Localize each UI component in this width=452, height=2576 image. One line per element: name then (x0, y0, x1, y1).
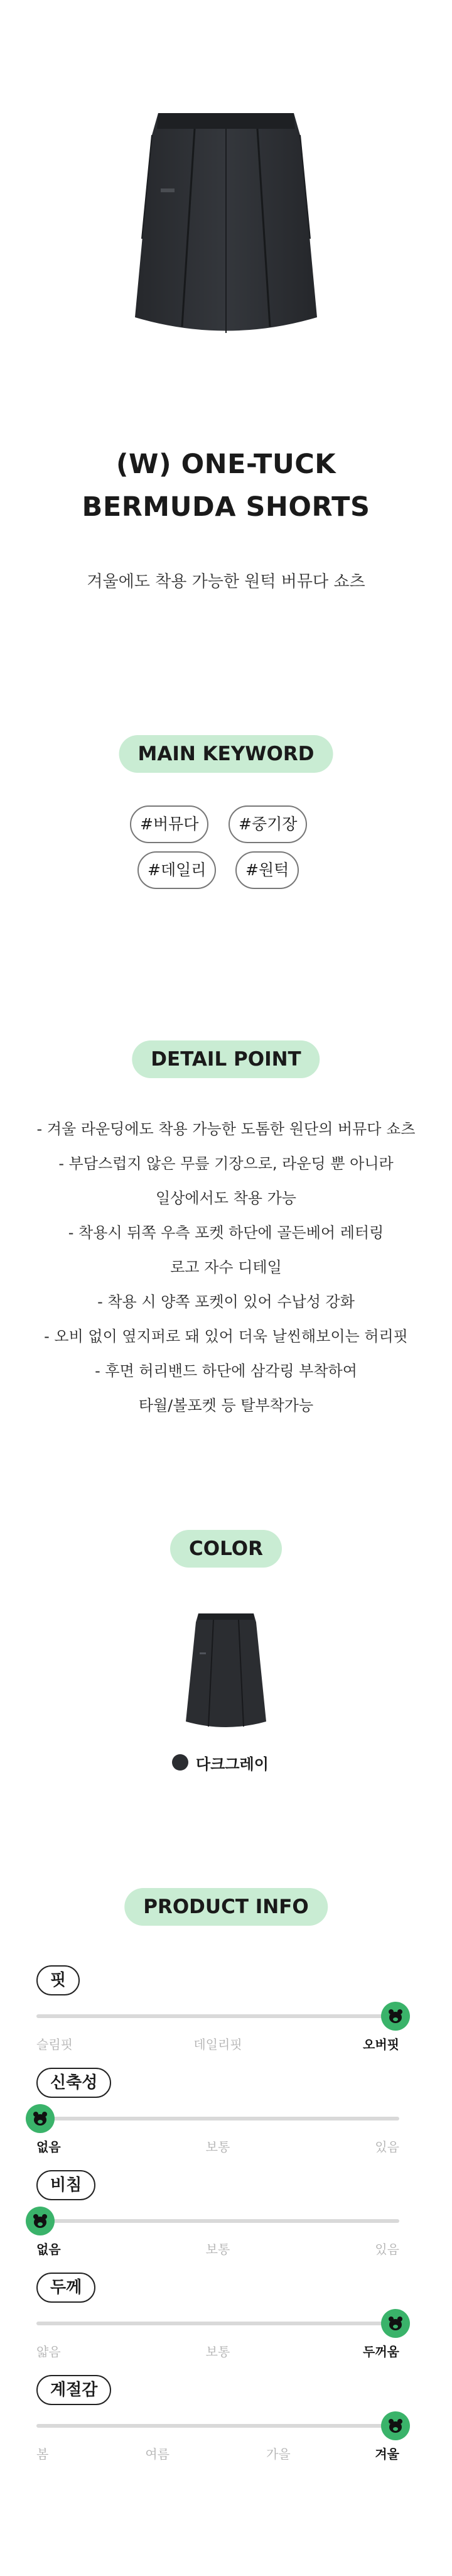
bear-icon (32, 2213, 48, 2229)
info-scale-label: 데일리핏 (193, 2037, 242, 2052)
color-option[interactable] (172, 1753, 269, 1772)
info-scale-label: 가을 (266, 2447, 291, 2462)
main-keyword-heading: MAIN KEYWORD (119, 735, 333, 773)
info-slider-knob (26, 2207, 55, 2235)
product-image (100, 0, 352, 352)
detail-point-heading: DETAIL POINT (132, 1040, 320, 1078)
info-label: 계절감 (36, 2375, 111, 2405)
info-label: 신축성 (36, 2068, 111, 2098)
info-scale-label: 있음 (375, 2242, 399, 2257)
keyword-tag: #중기장 (229, 805, 307, 843)
info-scale-label: 보통 (205, 2139, 230, 2154)
detail-text (0, 1112, 452, 1423)
info-slider-track (36, 2014, 399, 2018)
product-title (0, 443, 452, 528)
info-slider-track (36, 2219, 399, 2223)
product-title-line1: (W) ONE-TUCK (116, 449, 336, 480)
info-slider-knob (381, 2309, 410, 2338)
info-scale-label: 여름 (145, 2447, 170, 2462)
info-slider-knob (381, 2002, 410, 2031)
info-slider-knob (381, 2411, 410, 2440)
detail-line: - 오비 없이 옆지퍼로 돼 있어 더욱 날씬해보이는 허리핏 (44, 1328, 408, 1345)
detail-line: - 착용시 뒤쪽 우측 포켓 하단에 골든베어 레터링 (68, 1224, 384, 1242)
info-scale-label: 슬림핏 (36, 2037, 73, 2052)
detail-line: - 겨울 라운딩에도 착용 가능한 도톰한 원단의 버뮤다 쇼츠 (36, 1120, 416, 1138)
info-label: 핏 (36, 1965, 80, 1995)
info-slider-knob (26, 2104, 55, 2133)
keyword-tag: #원턱 (235, 851, 299, 889)
color-swatch-dot (172, 1754, 188, 1771)
info-label: 비침 (36, 2170, 95, 2200)
detail-line: 타월/볼포켓 등 탈부착가능 (138, 1397, 314, 1414)
info-scale-label: 보통 (205, 2242, 230, 2257)
info-scale-label: 있음 (375, 2139, 399, 2154)
info-scale-label: 얇음 (36, 2344, 61, 2359)
keyword-tag: #데일리 (137, 851, 216, 889)
info-scale-label: 봄 (36, 2447, 49, 2462)
info-slider-track (36, 2322, 399, 2325)
detail-line: 일상에서도 착용 가능 (156, 1189, 296, 1207)
color-product-image (172, 1607, 280, 1733)
bear-icon (387, 2315, 404, 2332)
detail-line: - 부담스럽지 않은 무릎 기장으로, 라운딩 뿐 아니라 (58, 1155, 394, 1172)
bear-icon (32, 2110, 48, 2127)
bear-icon (387, 2418, 404, 2434)
product-info-heading: PRODUCT INFO (124, 1888, 328, 1926)
bear-icon (387, 2008, 404, 2024)
product-subtitle: 겨울에도 착용 가능한 원턱 버뮤다 쇼츠 (87, 572, 365, 591)
info-label: 두께 (36, 2273, 95, 2303)
info-scale-label: 없음 (36, 2139, 61, 2154)
info-slider-track (36, 2117, 399, 2120)
info-scale-label: 없음 (36, 2242, 61, 2257)
detail-line: - 착용 시 양쪽 포켓이 있어 수납성 강화 (97, 1293, 355, 1311)
detail-line: - 후면 허리밴드 하단에 삼각링 부착하여 (95, 1362, 357, 1380)
info-scale-label: 겨울 (375, 2447, 399, 2462)
color-name: 다크그레이 (196, 1755, 269, 1773)
detail-line: 로고 자수 디테일 (170, 1258, 282, 1276)
info-scale-label: 두꺼움 (363, 2344, 399, 2359)
keyword-tag: #버뮤다 (130, 805, 208, 843)
info-scale-label: 보통 (205, 2344, 230, 2359)
product-title-line2: BERMUDA SHORTS (82, 491, 370, 523)
info-slider-track (36, 2424, 399, 2428)
info-scale-label: 오버핏 (363, 2037, 399, 2052)
color-heading: COLOR (170, 1530, 282, 1568)
